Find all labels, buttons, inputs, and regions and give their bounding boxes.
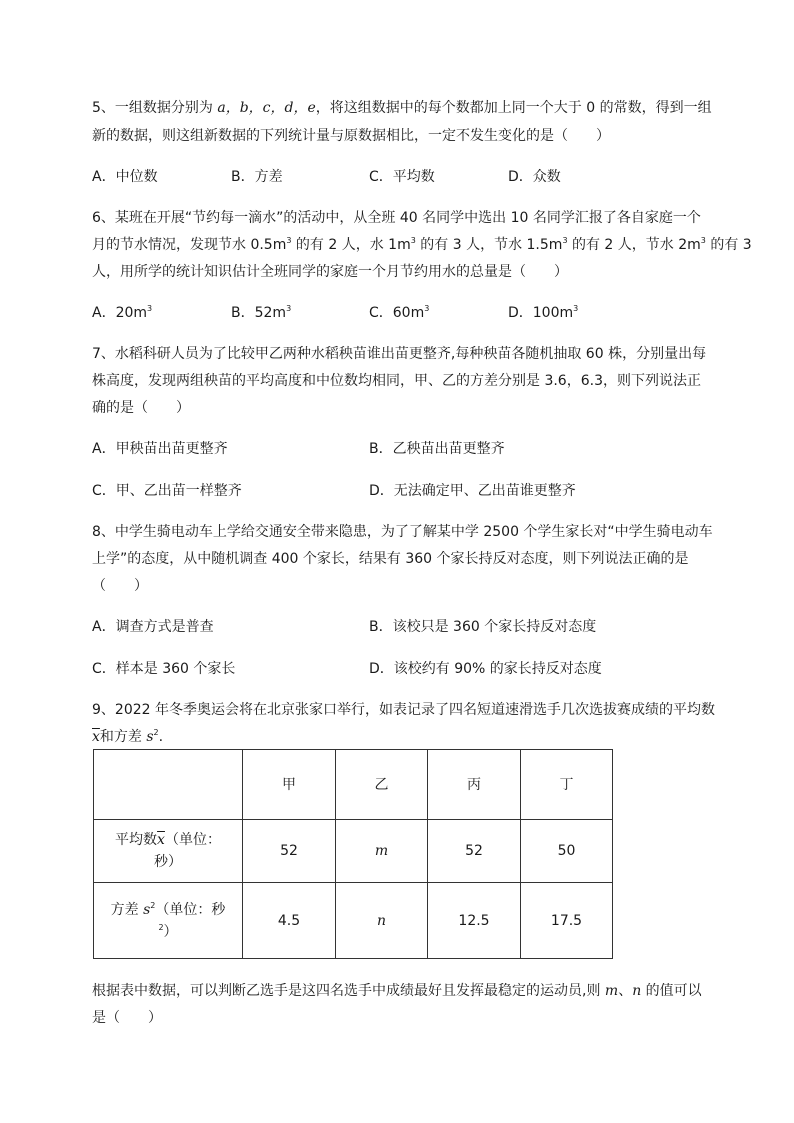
table-header-cell bbox=[94, 750, 243, 820]
q7-option-c: C．甲、乙出苗一样整齐 bbox=[92, 483, 242, 499]
table-header-cell: 甲 bbox=[243, 750, 336, 820]
table-header-cell: 丙 bbox=[428, 750, 521, 820]
q8-option-c: C．样本是 360 个家长 bbox=[92, 661, 236, 677]
q7-line-2: 株高度，发现两组秧苗的平均高度和中位数均相同，甲、乙的方差分别是 3.6，6.3，则下列说法正 bbox=[92, 373, 701, 389]
q6-line-2: 月的节水情况，发现节水 $0.5m^3$ 的有 2 人，水 $1m^3$ 的有 3 人，节水 $1.5m^3$ 的有 2 人，节水 $2m^3$ 的有 3 bbox=[92, 236, 752, 253]
q7-line-3: 确的是（ ） bbox=[92, 400, 190, 416]
mean-symbol: $\overline{x}$ bbox=[92, 729, 100, 745]
q6-line-1: 6、某班在开展“节约每一滴水”的活动中，从全班 40 名同学中选出 10 名同学汇报了各自家庭一个 bbox=[92, 210, 701, 226]
q8-line-2: 上学”的态度，从中随机调查 400 个家长，结果有 360 个家长持反对态度，则下列说法正确的是 bbox=[92, 551, 689, 567]
table-header-row bbox=[94, 750, 613, 820]
q8-option-b: B．该校只是 360 个家长持反对态度 bbox=[369, 619, 597, 635]
table-cell: 12.5 bbox=[428, 883, 521, 959]
row-label-mean: 平均数$\overline{x}$（单位： 秒） bbox=[94, 820, 243, 883]
table-cell: 52 bbox=[243, 820, 336, 883]
table-cell: 4.5 bbox=[243, 883, 336, 959]
table-row bbox=[94, 883, 613, 959]
table-cell: n bbox=[336, 883, 428, 959]
q7-option-d: D．无法确定甲、乙出苗谁更整齐 bbox=[369, 483, 576, 499]
q6-option-c: C．$60m^3$ bbox=[369, 304, 430, 321]
q5-line-2: 新的数据，则这组新数据的下列统计量与原数据相比，一定不发生变化的是（ ） bbox=[92, 128, 610, 144]
table-cell: 52 bbox=[428, 820, 521, 883]
q9-after-line-1: 根据表中数据，可以判断乙选手是这四名选手中成绩最好且发挥最稳定的运动员,则 m、n 的值可以 bbox=[92, 983, 702, 999]
q8-line-3: （ ） bbox=[92, 578, 148, 594]
table-header-cell: 丁 bbox=[521, 750, 613, 820]
table-header-cell: 乙 bbox=[336, 750, 428, 820]
q9-line-2: $\overline{x}$和方差 $s^2$. bbox=[92, 728, 164, 745]
table-row bbox=[94, 820, 613, 883]
q7-line-1: 7、水稻科研人员为了比较甲乙两种水稻秧苗谁出苗更整齐,每种秧苗各随机抽取 60 株，分别量出每 bbox=[92, 346, 707, 362]
q7-option-a: A．甲秧苗出苗更整齐 bbox=[92, 441, 228, 457]
q8-option-d: D．该校约有 90% 的家长持反对态度 bbox=[369, 661, 602, 677]
scores-table bbox=[93, 749, 613, 959]
q9-line-1: 9、2022 年冬季奥运会将在北京张家口举行，如表记录了四名短道速滑选手几次选拔赛成绩的平均数 bbox=[92, 702, 715, 718]
q8-option-a: A．调查方式是普查 bbox=[92, 619, 214, 635]
q9-after-line-2: 是（ ） bbox=[92, 1010, 162, 1026]
row-label-variance: 方差 $s^2$（单位：秒 $^2$） bbox=[94, 883, 243, 959]
q5-option-a: A．中位数 bbox=[92, 169, 158, 185]
q5-option-b: B．方差 bbox=[231, 169, 283, 185]
q6-option-b: B．$52m^3$ bbox=[231, 304, 292, 321]
q5-line-1: 5、一组数据分别为 a，b，c，d，e，将这组数据中的每个数都加上同一个大于 0 的常数，得到一组 bbox=[92, 100, 712, 116]
q5-option-c: C．平均数 bbox=[369, 169, 435, 185]
q5-option-d: D．众数 bbox=[508, 169, 561, 185]
table-cell: m bbox=[336, 820, 428, 883]
q8-line-1: 8、中学生骑电动车上学给交通安全带来隐患，为了了解某中学 2500 个学生家长对“中学生骑电动车 bbox=[92, 524, 713, 540]
q6-option-d: D．$100m^3$ bbox=[508, 304, 579, 321]
q6-option-a: A．$20m^3$ bbox=[92, 304, 153, 321]
q6-line-3: 人，用所学的统计知识估计全班同学的家庭一个月节约用水的总量是（ ） bbox=[92, 264, 568, 280]
q7-option-b: B．乙秧苗出苗更整齐 bbox=[369, 441, 505, 457]
table-cell: 17.5 bbox=[521, 883, 613, 959]
table-cell: 50 bbox=[521, 820, 613, 883]
